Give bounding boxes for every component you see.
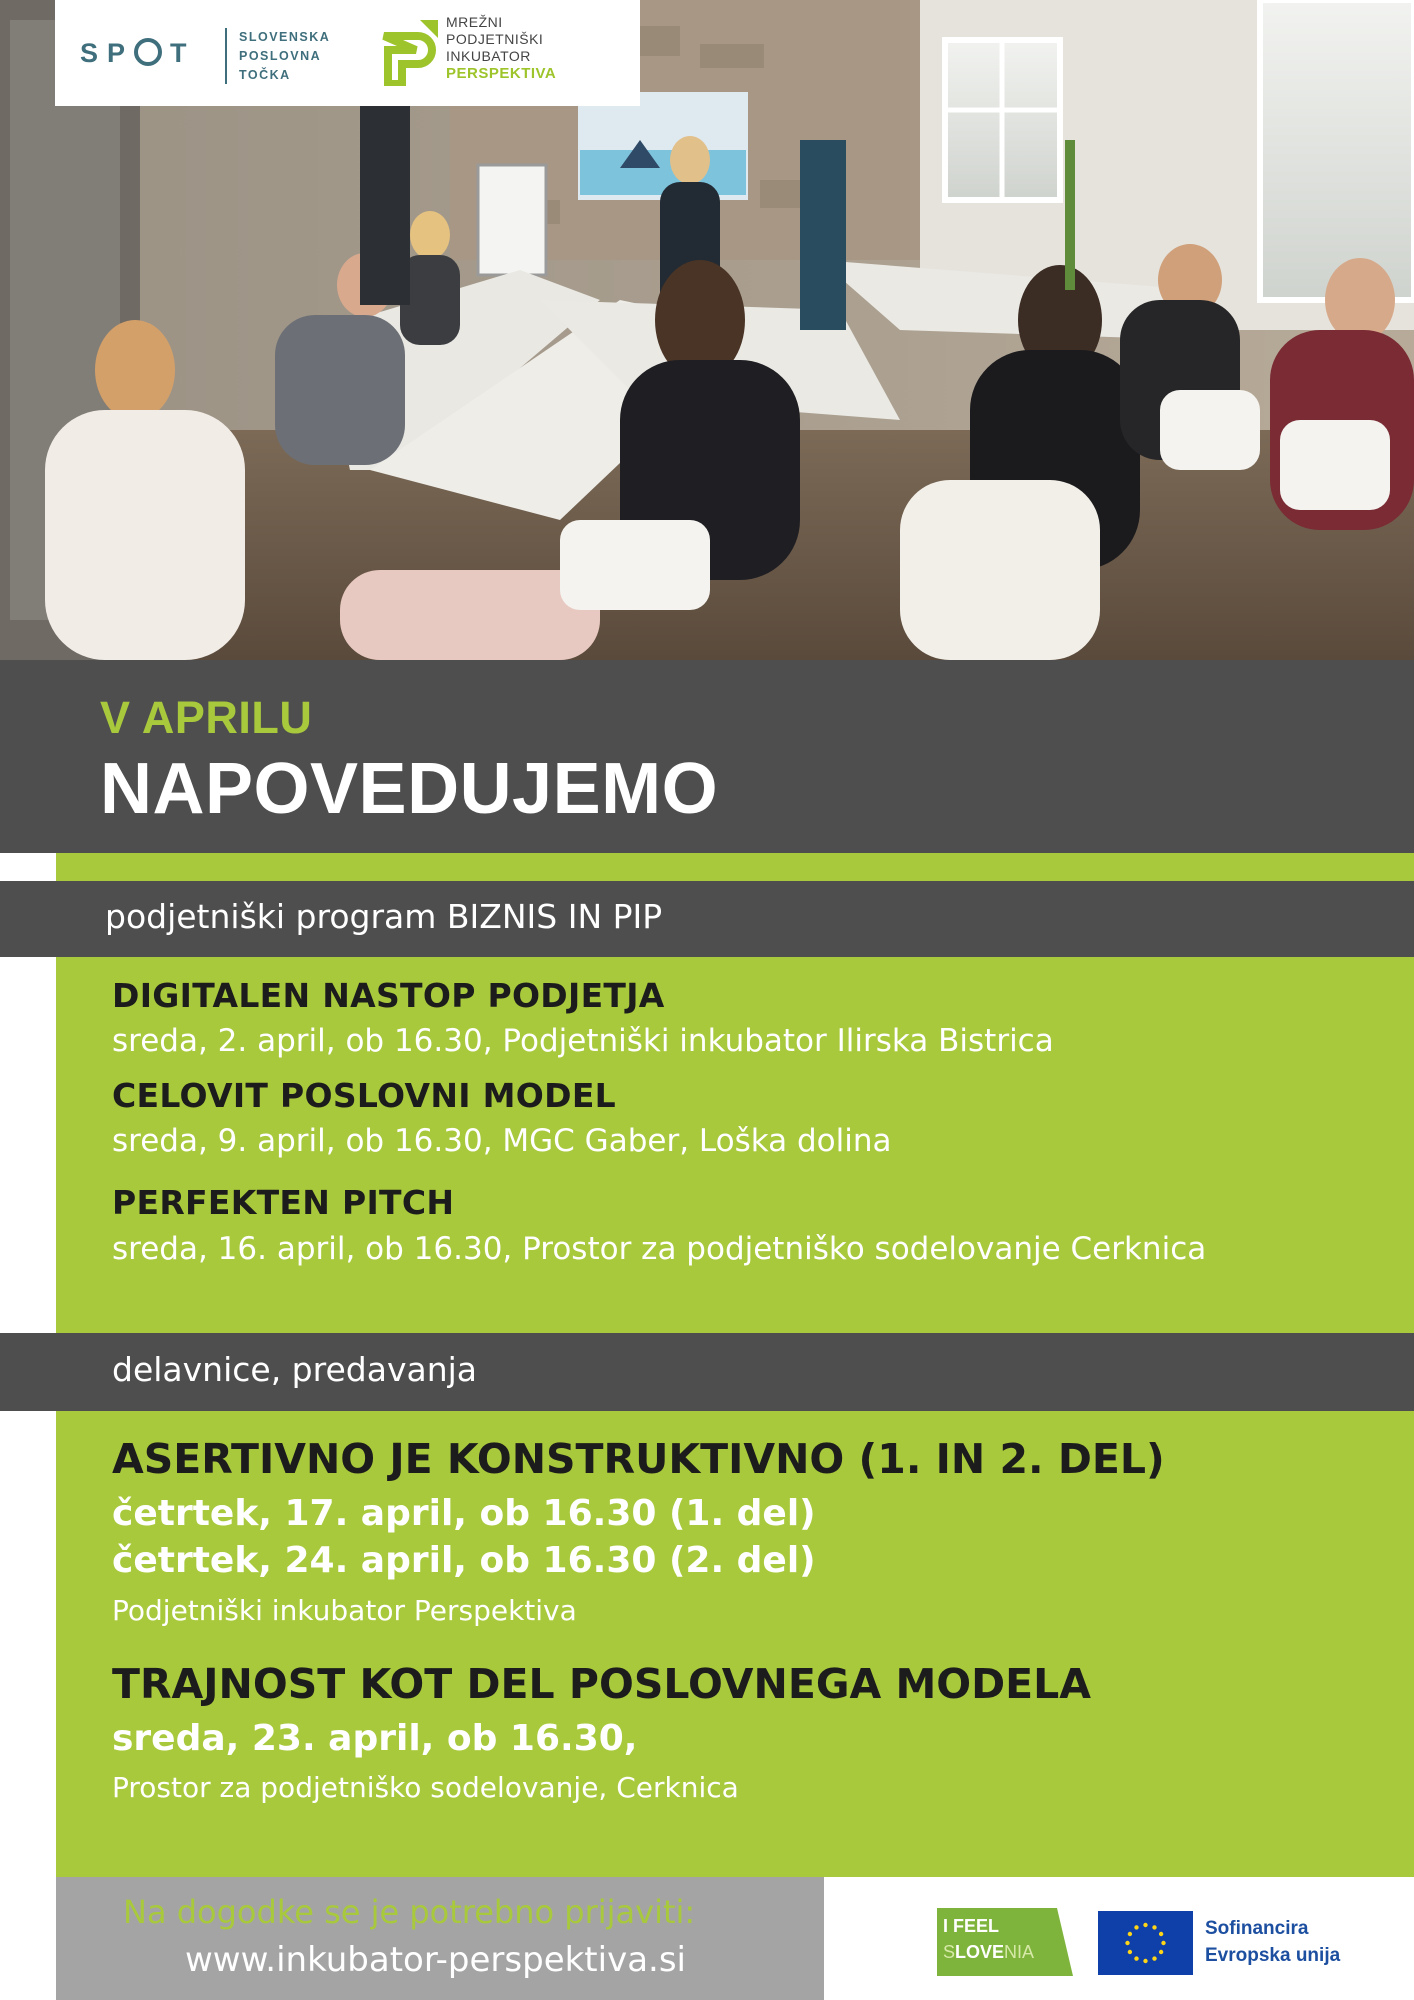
registration-note: Na dogodke se je potrebno prijaviti: bbox=[123, 1893, 696, 1931]
event-detail: sreda, 2. april, ob 16.30, Podjetniški inkubator Ilirska Bistrica bbox=[112, 1023, 1054, 1059]
eu-flag-icon bbox=[1098, 1911, 1193, 1975]
event-location: Podjetniški inkubator Perspektiva bbox=[112, 1594, 577, 1627]
spot-sub-line: SLOVENSKA bbox=[239, 30, 331, 44]
eu-line1: Sofinancira bbox=[1205, 1918, 1309, 1939]
perspektiva-logo-icon bbox=[380, 18, 440, 86]
spot-sub-line: TOČKA bbox=[239, 68, 291, 82]
spot-logo-text-end: T bbox=[170, 38, 196, 68]
perspektiva-logo-text bbox=[446, 14, 556, 82]
header-subtitle: V APRILU bbox=[100, 692, 313, 743]
spot-divider bbox=[225, 28, 227, 84]
event-date: četrtek, 17. april, ob 16.30 (1. del) bbox=[112, 1493, 816, 1534]
spot-logo-text-start: SP bbox=[80, 38, 135, 68]
event-title: CELOVIT POSLOVNI MODEL bbox=[112, 1076, 617, 1115]
ifs-line2-s: S bbox=[943, 1942, 956, 1962]
perspektiva-line: PODJETNIŠKI bbox=[446, 31, 544, 47]
event-title: TRAJNOST KOT DEL POSLOVNEGA MODELA bbox=[112, 1660, 1092, 1708]
event-detail: sreda, 9. april, ob 16.30, MGC Gaber, Loška dolina bbox=[112, 1123, 892, 1159]
spot-subtitle bbox=[239, 28, 330, 85]
eu-stars-icon bbox=[1098, 1911, 1193, 1975]
event-detail: sreda, 16. april, ob 16.30, Prostor za podjetniško sodelovanje Cerknica bbox=[112, 1231, 1207, 1267]
page-title: NAPOVEDUJEMO bbox=[100, 749, 719, 829]
spot-logo bbox=[80, 38, 196, 69]
event-title: DIGITALEN NASTOP PODJETJA bbox=[112, 976, 665, 1015]
perspektiva-line: INKUBATOR bbox=[446, 48, 531, 64]
section-label-workshops: delavnice, predavanja bbox=[112, 1350, 477, 1389]
eu-line2: Evropska unija bbox=[1205, 1945, 1341, 1966]
event-location: Prostor za podjetniško sodelovanje, Cerknica bbox=[112, 1771, 739, 1804]
logo-panel bbox=[55, 0, 640, 106]
section-label-program: podjetniški program BIZNIS IN PIP bbox=[105, 897, 663, 936]
event-date: četrtek, 24. april, ob 16.30 (2. del) bbox=[112, 1540, 816, 1581]
perspektiva-highlight: PERSPEKTIVA bbox=[446, 65, 557, 82]
ifs-line2-nia: NIA bbox=[1004, 1942, 1035, 1962]
event-title: PERFEKTEN PITCH bbox=[112, 1183, 455, 1222]
spot-sub-line: POSLOVNA bbox=[239, 49, 322, 63]
ifs-line2-love: LOVE bbox=[955, 1942, 1005, 1962]
i-feel-slovenia-logo bbox=[937, 1908, 1073, 1976]
eu-cofinance-text bbox=[1205, 1915, 1340, 1969]
ifs-line1: I FEEL bbox=[943, 1916, 1000, 1936]
event-date: sreda, 23. april, ob 16.30, bbox=[112, 1718, 638, 1759]
ifs-line2 bbox=[943, 1942, 1034, 1962]
event-title: ASERTIVNO JE KONSTRUKTIVNO (1. IN 2. DEL) bbox=[112, 1435, 1165, 1483]
perspektiva-line: MREŽNI bbox=[446, 14, 503, 30]
green-strip bbox=[56, 853, 1414, 881]
registration-link[interactable]: www.inkubator-perspektiva.si bbox=[185, 1940, 687, 1980]
spot-logo-o-icon bbox=[134, 38, 162, 66]
